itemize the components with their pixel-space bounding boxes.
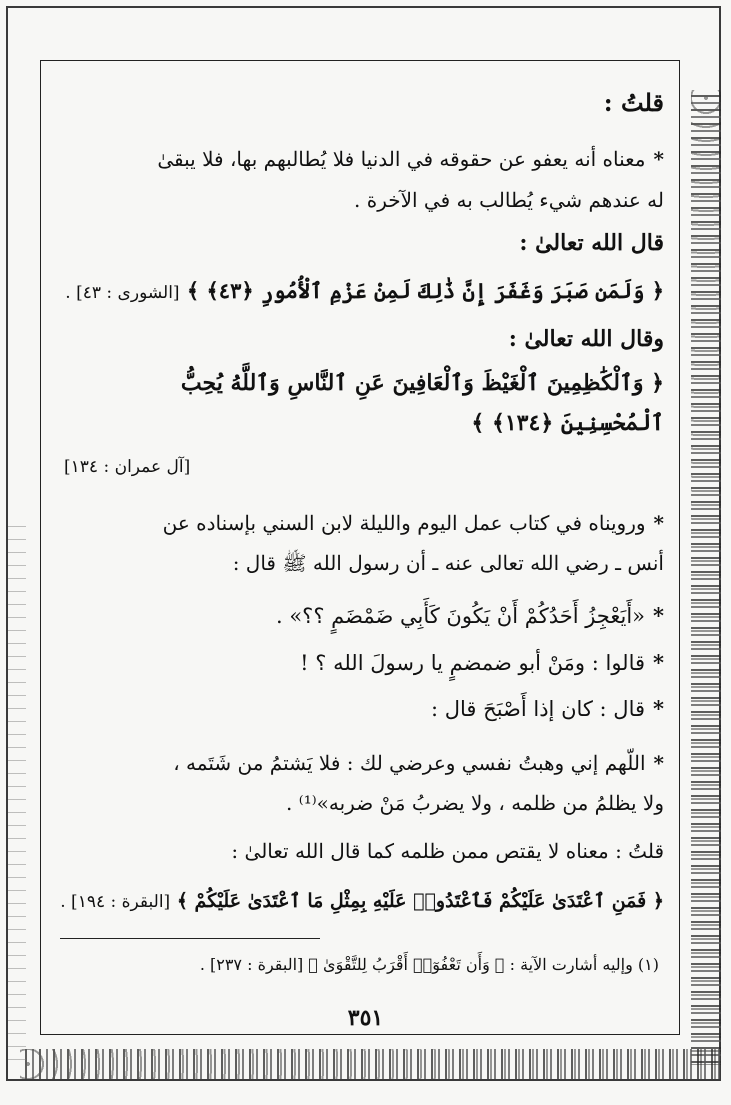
line-text: قالوا : ومَنْ أبو ضمضمٍ يا رسولَ الله ؟ ! (300, 651, 646, 675)
bullet-mark: * (653, 147, 664, 171)
verse-reference: [الشورى : ٤٣] . (65, 283, 180, 303)
verse-text: ﴿ فَمَنِ ٱعْتَدَىٰ عَلَيْكُمْ فَٱعْتَدُوا۟ عَلَيْهِ بِمِثْلِ مَا ٱعْتَدَىٰ عَلَيْكُمْ ﴾ (176, 890, 664, 912)
footnote (69, 955, 659, 974)
bullet-mark: * (653, 696, 664, 721)
reference-text: [آل عمران : ١٣٤] (64, 457, 191, 477)
line-text: ولا يظلمُ من ظلمه ، ولا يضربُ مَنْ ضربه»⁽¹⁾ . (286, 791, 664, 815)
bullet-mark: * (653, 603, 664, 628)
heading-qultu (604, 88, 664, 118)
heading-text: قلتُ : (603, 88, 664, 117)
bullet-mark: * (653, 650, 664, 675)
paragraph-line (286, 788, 664, 818)
line-text: اللّهم إني وهبتُ نفسي وعرضي لك : فلا يَشتمُ من شَتَمه ، (173, 751, 646, 775)
paragraph-line (157, 144, 664, 174)
verse-text: ﴿ وَلَمَن صَبَرَ وَغَفَرَ إِنَّ ذَٰلِكَ لَمِنْ عَزْمِ ٱلْأُمُورِ ﴿٤٣﴾ ﴾ (186, 278, 664, 303)
verse-reference: [البقرة : ١٩٤] . (60, 892, 171, 912)
verse-intro-text: وقال الله تعالىٰ : (508, 326, 664, 352)
line-text: قال : كان إذا أَصْبَحَ قال : (431, 697, 646, 721)
bullet-mark: * (653, 511, 664, 535)
paragraph-line (233, 548, 664, 578)
line-text: ورويناه في كتاب عمل اليوم والليلة لابن السني بإسناده عن (162, 511, 646, 535)
paragraph-line (173, 748, 664, 778)
page-number-text: ٣٥١ (347, 1005, 384, 1031)
hadith-line (300, 648, 664, 678)
ornamental-border-bottom (20, 1049, 720, 1079)
line-text: له عندهم شيء يُطالب به في الآخرة . (354, 188, 664, 212)
verse-reference (64, 452, 190, 482)
verse-intro (519, 228, 664, 258)
line-text: «أَيَعْجِزُ أَحَدُكُمْ أَنْ يَكُونَ كَأَبِي ضَمْضَمٍ ؟؟» . (275, 604, 646, 628)
quran-verse (65, 276, 664, 308)
ornamental-border-right (691, 90, 721, 1065)
quran-verse (181, 368, 664, 398)
footnote-text: (١) وإليه أشارت الآية : ﴿ وَأَن تَعْفُوٓا۟ أَقْرَبُ لِلتَّقْوَىٰ ﴾ [البقرة : ٢٣٧] . (199, 955, 659, 974)
verse-intro (509, 324, 664, 354)
hadith-line (431, 694, 664, 724)
verse-text: ﴿ وَٱلْكَٰظِمِينَ ٱلْغَيْظَ وَٱلْعَافِينَ عَنِ ٱلنَّاسِ وَٱللَّهُ يُحِبُّ (180, 370, 664, 396)
quran-verse (60, 886, 664, 917)
ornamental-border-left (8, 520, 26, 1060)
paragraph-line (354, 185, 664, 215)
verse-text: ٱلْمُحْسِنِينَ ﴿١٣٤﴾ ﴾ (471, 410, 664, 436)
line-text: أنس ـ رضي الله تعالى عنه ـ أن رسول الله ﷺ قال : (232, 551, 664, 575)
paragraph-line (231, 836, 664, 866)
footnote-divider (60, 938, 320, 939)
line-text: معناه أنه يعفو عن حقوقه في الدنيا فلا يُطالبهم بها، فلا يبقىٰ (157, 147, 646, 171)
quran-verse-cont (471, 408, 664, 438)
verse-intro-text: قال الله تعالىٰ : (519, 230, 664, 256)
hadith-line (276, 601, 664, 631)
line-text: قلتُ : معناه لا يقتص ممن ظلمه كما قال الله تعالىٰ : (231, 839, 664, 863)
bullet-mark: * (653, 751, 664, 775)
page-number (0, 1005, 731, 1031)
paragraph-line (163, 508, 664, 538)
